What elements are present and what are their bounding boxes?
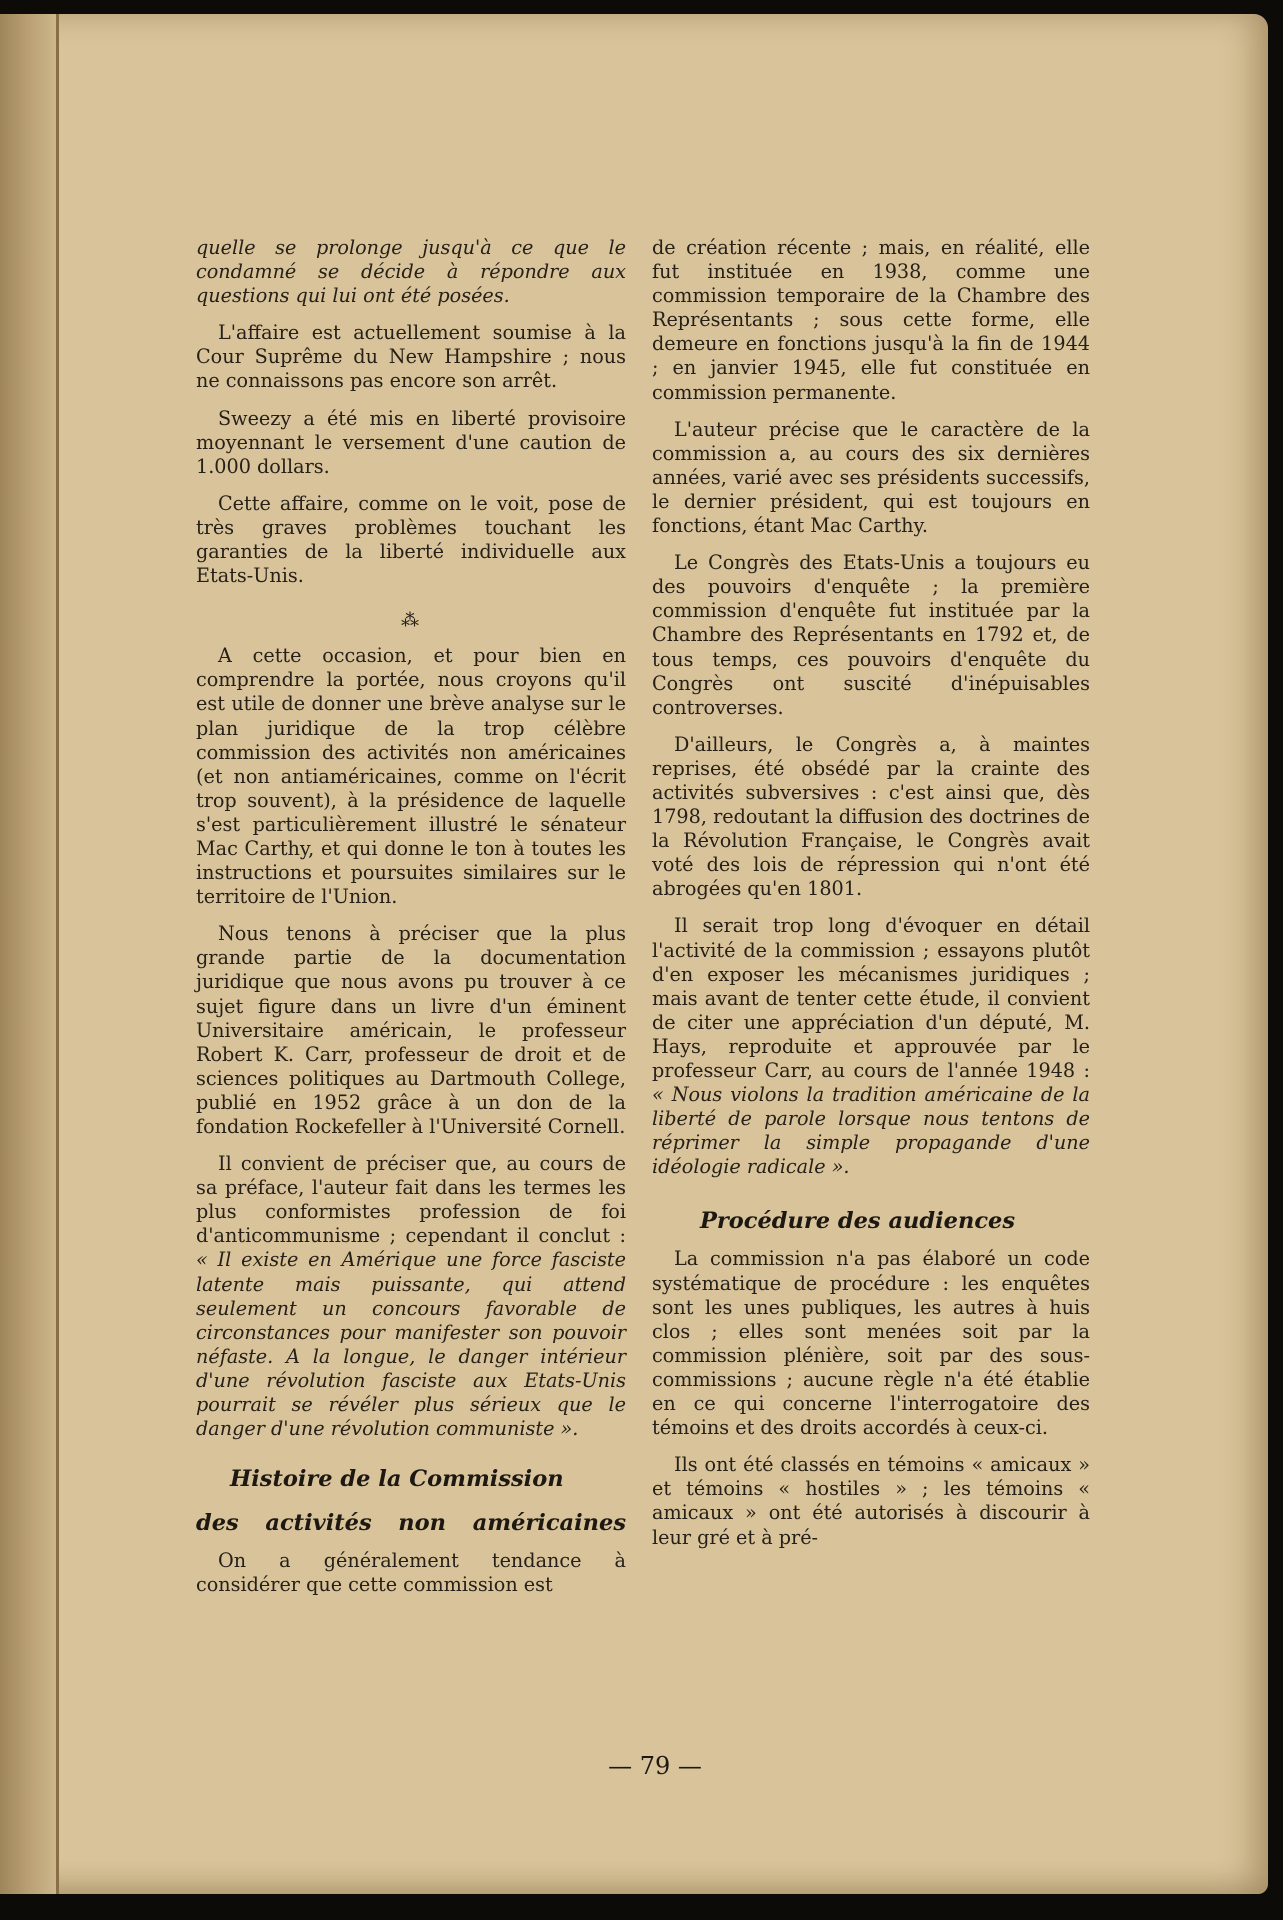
right-paragraph-3: Le Congrès des Etats-Unis a toujours eu des pouvoirs d'enquête ; la première commission d'enquête fut instituée par la Chambre des Représentants en 1792 et, de tous temps, ces pouvoirs d'enquête du Congrès ont suscité d'inépuisables controverses. xyxy=(652,551,1090,719)
right-paragraph-1: de création récente ; mais, en réalité, elle fut instituée en 1938, comme une commission temporaire de la Chambre des Représentants ; sous cette forme, elle demeure en fonctions jusqu'à la fin de 1944 ; en janvier 1945, elle fut constituée en commission permanente. xyxy=(652,236,1090,404)
left-paragraph-7-quote: « Il existe en Amérique une force fasciste latente mais puissante, qui attend seulement un concours favorable de circonstances pour manifester son pouvoir néfaste. A la longue, le danger intérieur d'une révolution fasciste aux Etats-Unis pourrait se révéler plus sérieux que le danger d'une révolution communiste ». xyxy=(196,1248,626,1441)
left-paragraph-5: A cette occasion, et pour bien en comprendre la portée, nous croyons qu'il est utile de donner une brève analyse sur le plan juridique de la trop célèbre commission des activités non américaines (et non antiaméricaines, comme on l'écrit trop souvent), à la présidence de laquelle s'est particulièrement illustré le sénateur Mac Carthy, et qui donne le ton à toutes les instructions et poursuites similaires sur le territoire de l'Union. xyxy=(196,644,626,909)
left-paragraph-7 xyxy=(196,1152,626,1441)
right-paragraph-5-text: Il serait trop long d'évoquer en détail l'activité de la commission ; essayons plutôt d'en exposer les mécanismes juridiques ; mais avant de tenter cette étude, il convient de citer une appréciation d'un député, M. Hays, reproduite et approuvée par le professeur Carr, au cours de l'année 1948 : xyxy=(652,914,1090,1082)
right-column xyxy=(652,236,1090,1563)
section-heading-histoire-line-1: Histoire de la Commission xyxy=(230,1466,564,1493)
section-heading-procedure: Procédure des audiences xyxy=(700,1208,1016,1235)
left-paragraph-6: Nous tenons à préciser que la plus grande partie de la documentation juridique que nous avons pu trouver à ce sujet figure dans un livre d'un éminent Universitaire américain, le professeur Robert K. Carr, professeur de droit et de sciences politiques au Dartmouth College, publié en 1952 grâce à un don de la fondation Rockefeller à l'Université Cornell. xyxy=(196,922,626,1138)
left-paragraph-4: Cette affaire, comme on le voit, pose de très graves problèmes touchant les garanties de la liberté individuelle aux Etats-Unis. xyxy=(196,491,626,588)
right-paragraph-5-quote: « Nous violons la tradition américaine de la liberté de parole lorsque nous tentons de réprimer la simple propagande d'une idéologie radicale ». xyxy=(652,1083,1090,1179)
right-paragraph-5 xyxy=(652,914,1090,1179)
left-paragraph-1: quelle se prolonge jusqu'à ce que le condamné se décide à répondre aux questions qui lui ont été posées. xyxy=(196,236,626,308)
page-number: — 79 — xyxy=(608,1752,702,1780)
book-gutter xyxy=(0,14,59,1894)
right-paragraph-7: Ils ont été classés en témoins « amicaux » et témoins « hostiles » ; les témoins « amicaux » ont été autorisés à discourir à leur gré et à pré- xyxy=(652,1453,1090,1549)
section-heading-histoire-line-2: des activités non américaines xyxy=(196,1510,626,1537)
left-paragraph-2: L'affaire est actuellement soumise à la Cour Suprême du New Hampshire ; nous ne connaissons pas encore son arrêt. xyxy=(196,321,626,393)
left-paragraph-7-text: Il convient de préciser que, au cours de sa préface, l'auteur fait dans les termes les plus conformistes profession de foi d'anticommunisme ; cependant il conclut : xyxy=(196,1152,626,1248)
section-separator-stars: ⁂ xyxy=(401,610,421,632)
book-page xyxy=(0,14,1268,1894)
right-paragraph-4: D'ailleurs, le Congrès a, à maintes reprises, été obsédé par la crainte des activités subversives : c'est ainsi que, dès 1798, redoutant la diffusion des doctrines de la Révolution Française, le Congrès avait voté des lois de répression qui n'ont été abrogées qu'en 1801. xyxy=(652,732,1090,901)
left-paragraph-8: On a généralement tendance à considérer que cette commission est xyxy=(196,1549,626,1597)
left-column xyxy=(196,236,626,1610)
left-paragraph-3: Sweezy a été mis en liberté provisoire moyennant le versement d'une caution de 1.000 dollars. xyxy=(196,406,626,478)
right-paragraph-6: La commission n'a pas élaboré un code systématique de procédure : les enquêtes sont les unes publiques, les autres à huis clos ; elles sont menées soit par la commission plénière, soit par des sous-commissions ; aucune règle n'a été établie en ce qui concerne l'interrogatoire des témoins et des droits accordés à ceux-ci. xyxy=(652,1247,1090,1440)
right-paragraph-2: L'auteur précise que le caractère de la commission a, au cours des six dernières années, varié avec ses présidents successifs, le dernier président, qui est toujours en fonctions, étant Mac Carthy. xyxy=(652,417,1090,538)
